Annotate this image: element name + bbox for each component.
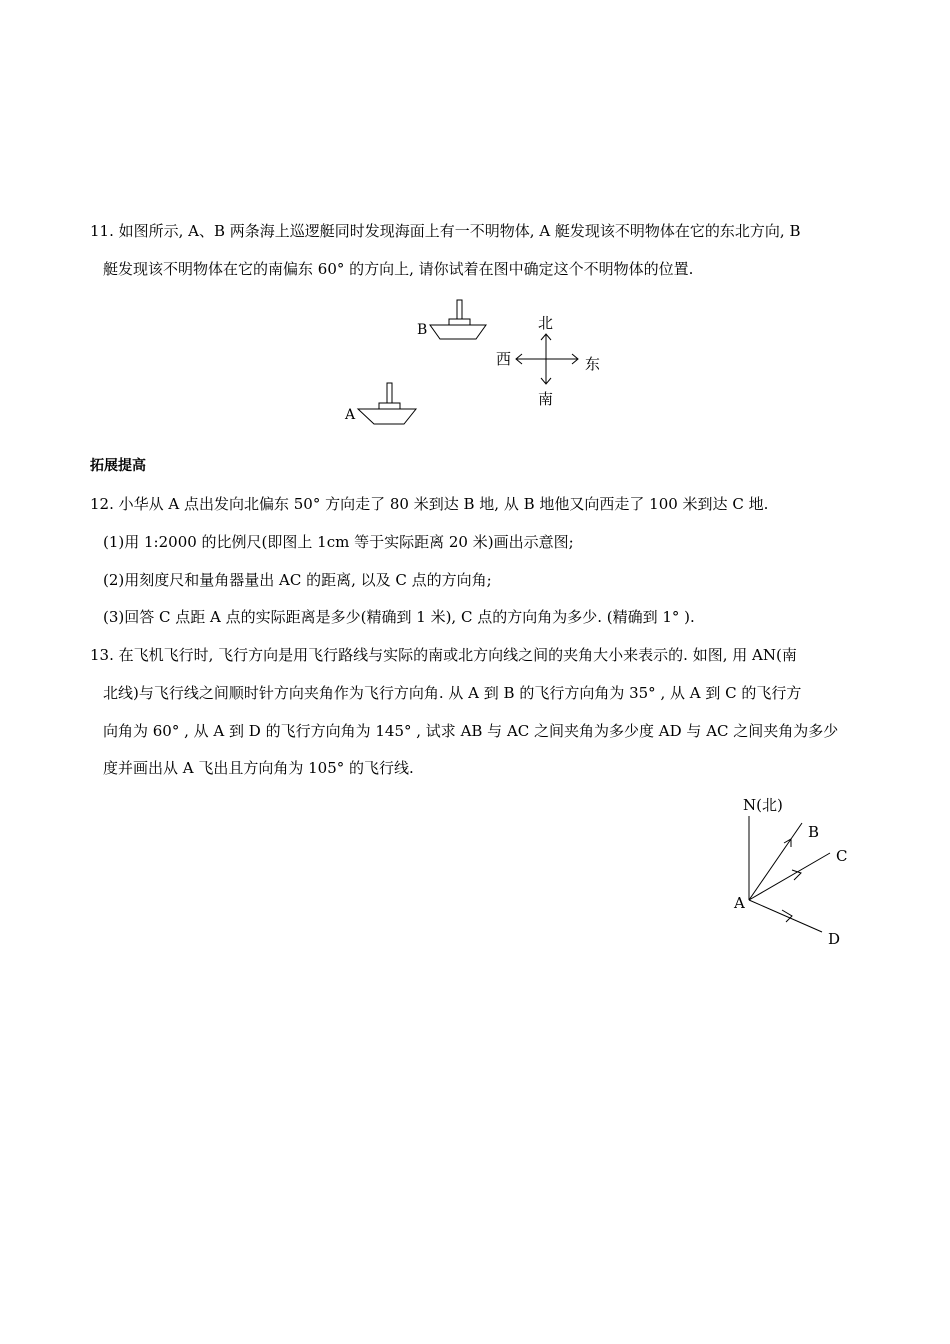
compass-west-label: 西 [496,350,512,368]
point-d-label: D [828,930,841,948]
q13-text-line-2: 北线)与飞行线之间顺时针方向夹角作为飞行方向角. 从 A 到 B 的飞行方向角为 35° , 从 A 到 C 的飞行方 [103,684,802,702]
line-ac [749,853,830,900]
compass-east-label: 东 [585,355,601,373]
q13-text-line-4: 度并画出从 A 飞出且方向角为 105° 的飞行线. [103,759,414,777]
point-c-label: C [836,847,848,865]
q12-part-2: (2)用刻度尺和量角器量出 AC 的距离, 以及 C 点的方向角; [103,571,492,589]
boat-b-label: B [417,322,428,338]
q12-part-3: (3)回答 C 点距 A 点的实际距离是多少(精确到 1 米), C 点的方向角为多少. (精确到 1° ). [103,608,695,626]
q12-part-1: (1)用 1:2000 的比例尺(即图上 1cm 等于实际距离 20 米)画出示意图; [103,533,574,551]
q11-text-line-1: 11. 如图所示, A、B 两条海上巡逻艇同时发现海面上有一不明物体, A 艇发现该不明物体在它的东北方向, B [90,222,801,240]
point-a-label: A [734,894,745,912]
boat-a-label: A [345,407,356,423]
compass-south-label: 南 [538,390,554,408]
q13-text-line-1: 13. 在飞机飞行时, 飞行方向是用飞行路线与实际的南或北方向线之间的夹角大小来表示的. 如图, 用 AN(南 [90,646,797,664]
compass-rose [516,334,578,384]
line-ad [749,900,822,932]
line-ab [749,823,802,900]
n-label: N(北) [743,796,783,814]
point-b-label: B [808,823,820,841]
boat-b-icon [430,300,486,339]
boat-a-icon [358,383,416,424]
q11-text-line-2: 艇发现该不明物体在它的南偏东 60° 的方向上, 请你试着在图中确定这个不明物体的位置. [103,260,694,278]
q12-text-line-1: 12. 小华从 A 点出发向北偏东 50° 方向走了 80 米到达 B 地, 从 B 地他又向西走了 100 米到达 C 地. [90,495,769,513]
section-heading: 拓展提高 [90,458,146,474]
q13-text-line-3: 向角为 60° , 从 A 到 D 的飞行方向角为 145° , 试求 AB 与 AC 之间夹角为多少度 AD 与 AC 之间夹角为多少 [103,722,839,740]
arrow-ac [792,870,801,880]
compass-north-label: 北 [538,314,554,332]
arrow-ad [782,910,792,922]
arrow-ab [784,839,791,847]
